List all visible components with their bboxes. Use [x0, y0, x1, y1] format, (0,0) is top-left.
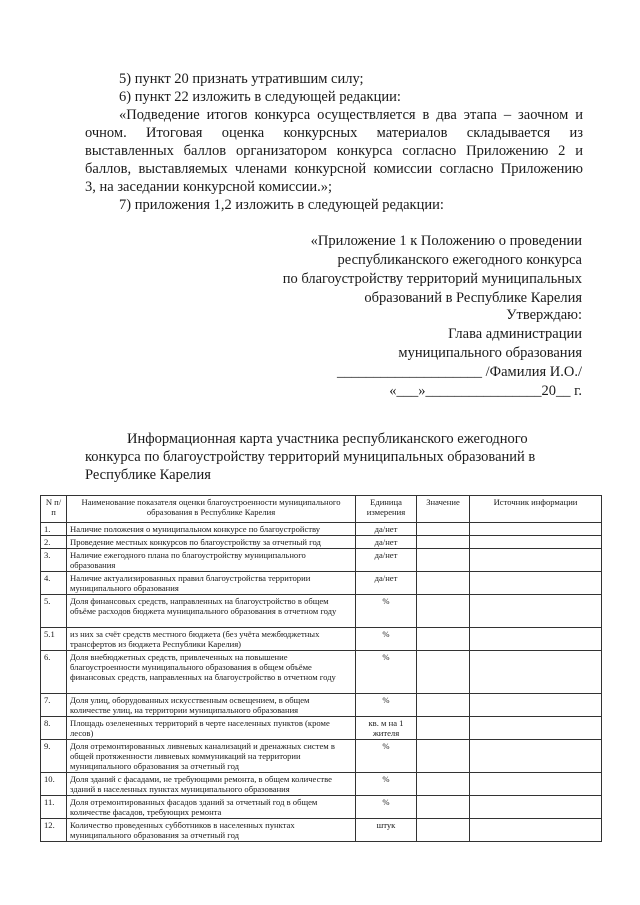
row-unit: да/нет	[356, 549, 417, 572]
row-value	[417, 694, 470, 717]
appendix-header-line: республиканского ежегодного конкурса	[337, 252, 582, 268]
table-body	[41, 523, 602, 842]
row-number: 3.	[41, 549, 67, 572]
row-source	[470, 819, 602, 842]
row-unit: да/нет	[356, 523, 417, 536]
table-row	[41, 572, 602, 595]
row-value	[417, 717, 470, 740]
info-card-table	[40, 495, 602, 842]
paragraph-line-5: 3, на заседании конкурсной комиссии.»;	[85, 179, 333, 195]
row-unit: штук	[356, 819, 417, 842]
paragraph-line-1: «Подведение итогов конкурса осуществляется в два этапа – заочном и	[119, 107, 583, 123]
row-value	[417, 536, 470, 549]
row-value	[417, 651, 470, 694]
row-indicator-name: Доля улиц, оборудованных искусственным освещением, в общем количестве улиц, на территории муниципального образования	[67, 694, 356, 717]
row-number: 5.	[41, 595, 67, 628]
card-title-line: конкурса по благоустройству территорий муниципальных образований в	[85, 449, 536, 465]
row-number: 10.	[41, 773, 67, 796]
row-number: 1.	[41, 523, 67, 536]
approval-line: муниципального образования	[398, 345, 582, 361]
row-source	[470, 628, 602, 651]
appendix-header-line: по благоустройству территорий муниципальных	[282, 271, 582, 287]
col-header-unit: Единица измерения	[356, 496, 417, 523]
row-number: 8.	[41, 717, 67, 740]
row-number: 5.1	[41, 628, 67, 651]
col-header-indicator: Наименование показателя оценки благоустроенности муниципального образования в Республике Карелия	[67, 496, 356, 523]
row-unit: %	[356, 694, 417, 717]
table-row	[41, 819, 602, 842]
row-indicator-name: Доля внебюджетных средств, привлеченных на повышение благоустроенности муниципального образования в общем объёме финансовых средств, направленных на благоустройство в отчетном году	[67, 651, 356, 694]
row-value	[417, 796, 470, 819]
table-row	[41, 549, 602, 572]
row-unit: %	[356, 628, 417, 651]
table-row	[41, 717, 602, 740]
col-header-value: Значение	[417, 496, 470, 523]
paragraph-line-3: выставленных баллов организатором конкурса согласно Приложению 2 и	[85, 143, 583, 159]
item-6-text: 6) пункт 22 изложить в следующей редакции:	[119, 89, 401, 105]
table-row	[41, 694, 602, 717]
row-source	[470, 595, 602, 628]
table-row	[41, 773, 602, 796]
row-value	[417, 740, 470, 773]
row-indicator-name: Наличие ежегодного плана по благоустройству муниципального образования	[67, 549, 356, 572]
row-indicator-name: Проведение местных конкурсов по благоустройству за отчетный год	[67, 536, 356, 549]
row-number: 11.	[41, 796, 67, 819]
row-indicator-name: Доля финансовых средств, направленных на благоустройство в общем объёме расходов бюджета муниципального образования в отчетном году	[67, 595, 356, 628]
row-indicator-name: Наличие актуализированных правил благоустройства территории муниципального образования	[67, 572, 356, 595]
row-number: 7.	[41, 694, 67, 717]
row-number: 12.	[41, 819, 67, 842]
paragraph-line-4: баллов, выставляемых членами конкурсной комиссии согласно Приложению	[85, 161, 583, 177]
row-indicator-name: из них за счёт средств местного бюджета (без учёта межбюджетных трансфертов из бюджета Республики Карелия)	[67, 628, 356, 651]
approval-line: Утверждаю:	[506, 307, 582, 323]
row-source	[470, 523, 602, 536]
row-unit: кв. м на 1 жителя	[356, 717, 417, 740]
row-value	[417, 523, 470, 536]
appendix-header-line: образований в Республике Карелия	[364, 290, 582, 306]
row-unit: %	[356, 651, 417, 694]
row-source	[470, 796, 602, 819]
row-indicator-name: Наличие положения о муниципальном конкурсе по благоустройству	[67, 523, 356, 536]
row-number: 9.	[41, 740, 67, 773]
table-header-row	[41, 496, 602, 523]
row-unit: %	[356, 773, 417, 796]
row-indicator-name: Количество проведенных субботников в населенных пунктах муниципального образования за отчетный год	[67, 819, 356, 842]
row-unit: да/нет	[356, 536, 417, 549]
table-row	[41, 595, 602, 628]
row-number: 6.	[41, 651, 67, 694]
signature-line: ____________________ /Фамилия И.О./	[337, 364, 582, 380]
row-source	[470, 549, 602, 572]
row-value	[417, 595, 470, 628]
row-unit: %	[356, 796, 417, 819]
row-source	[470, 773, 602, 796]
row-number: 2.	[41, 536, 67, 549]
row-indicator-name: Доля зданий с фасадами, не требующими ремонта, в общем количестве зданий в населенных пунктах муниципального образования	[67, 773, 356, 796]
row-source	[470, 717, 602, 740]
row-value	[417, 819, 470, 842]
row-unit: %	[356, 740, 417, 773]
approval-line: Глава администрации	[448, 326, 582, 342]
item-5-text: 5) пункт 20 признать утратившим силу;	[119, 71, 364, 87]
row-value	[417, 572, 470, 595]
card-title-line: Информационная карта участника республиканского ежегодного	[127, 431, 528, 447]
appendix-header-line: «Приложение 1 к Положению о проведении	[310, 233, 582, 249]
table-row	[41, 536, 602, 549]
table-row	[41, 651, 602, 694]
table-row	[41, 796, 602, 819]
row-indicator-name: Доля отремонтированных ливневых канализаций и дренажных систем в общей протяженности ливневых коммуникаций на территории муниципального образования за отчетный год	[67, 740, 356, 773]
row-source	[470, 651, 602, 694]
table-row	[41, 628, 602, 651]
table-row	[41, 523, 602, 536]
row-source	[470, 740, 602, 773]
paragraph-line-2: очном. Итоговая оценка конкурсных материалов складывается из	[85, 125, 583, 141]
col-header-source: Источник информации	[470, 496, 602, 523]
date-line: «___»________________20__ г.	[389, 383, 582, 399]
row-indicator-name: Площадь озелененных территорий в черте населенных пунктов (кроме лесов)	[67, 717, 356, 740]
row-unit: да/нет	[356, 572, 417, 595]
row-value	[417, 549, 470, 572]
row-unit: %	[356, 595, 417, 628]
row-indicator-name: Доля отремонтированных фасадов зданий за отчетный год в общем количестве фасадов, требующих ремонта	[67, 796, 356, 819]
card-title-line: Республике Карелия	[85, 467, 211, 483]
table-row	[41, 740, 602, 773]
row-source	[470, 572, 602, 595]
row-source	[470, 536, 602, 549]
row-number: 4.	[41, 572, 67, 595]
item-7-text: 7) приложения 1,2 изложить в следующей редакции:	[119, 197, 444, 213]
row-value	[417, 628, 470, 651]
row-value	[417, 773, 470, 796]
col-header-number: N п/п	[41, 496, 67, 523]
row-source	[470, 694, 602, 717]
